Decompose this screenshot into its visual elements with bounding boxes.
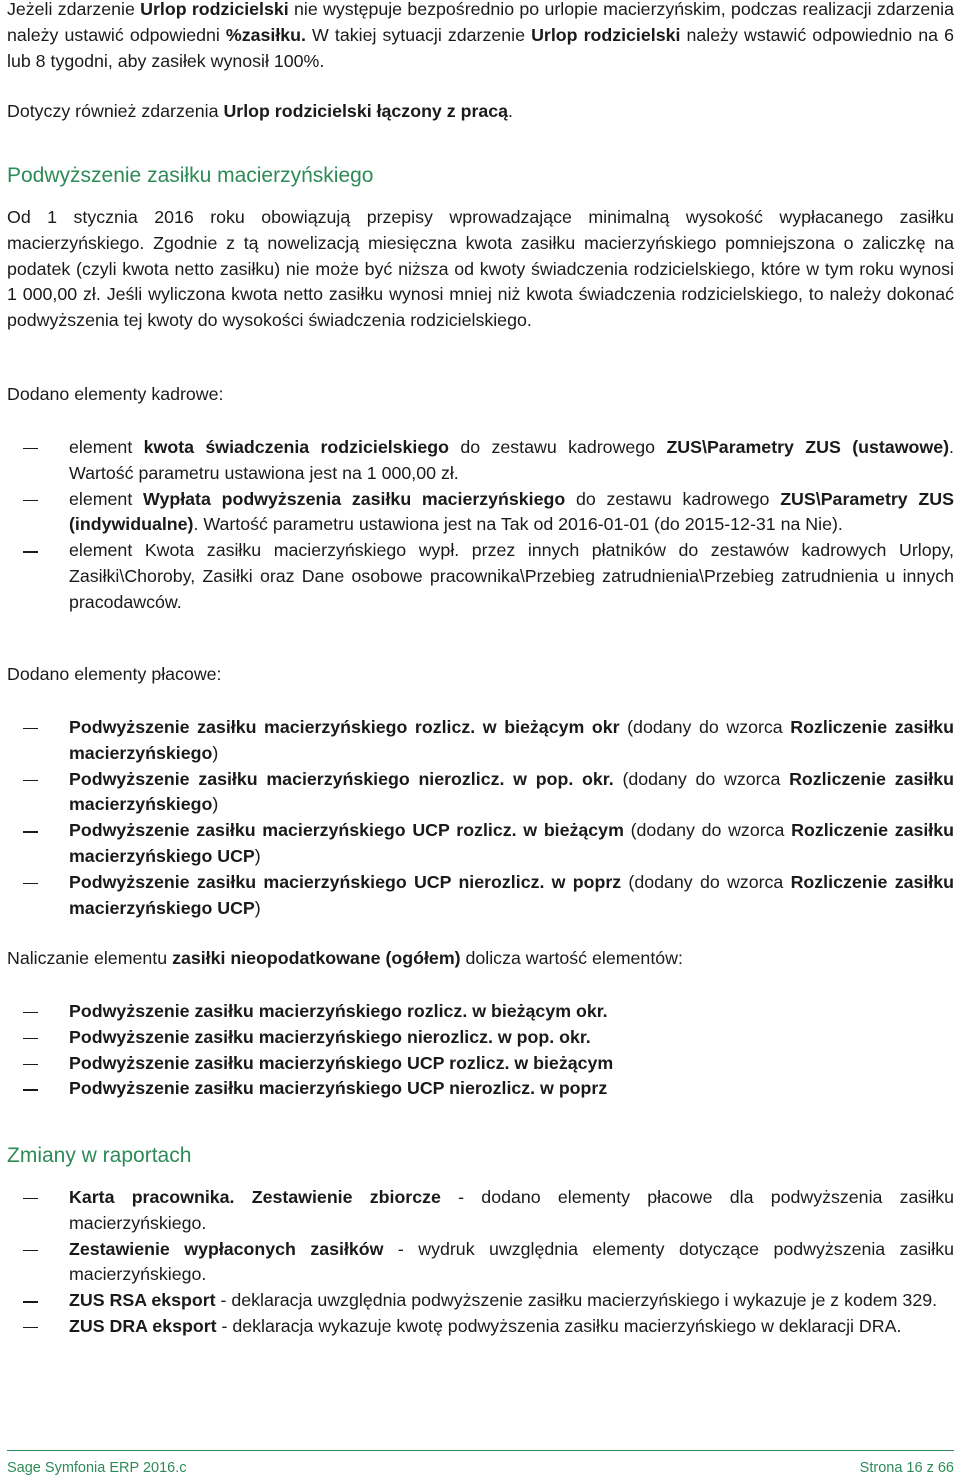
list-item	[7, 1025, 954, 1051]
bold-text: ZUS RSA eksport	[69, 1290, 216, 1311]
kadrowe-label: Dodano elementy kadrowe:	[7, 384, 224, 404]
section-heading-zmiany-w-raportach: Zmiany w raportach	[7, 1144, 192, 1167]
list-item	[7, 1288, 954, 1314]
section-heading-podwyzszenie: Podwyższenie zasiłku macierzyńskiego	[7, 164, 374, 187]
list-item	[7, 487, 954, 539]
list-item	[7, 818, 954, 870]
text-run: )	[254, 845, 261, 866]
list-item	[7, 715, 954, 767]
list-item	[7, 1237, 954, 1289]
text-run: )	[254, 897, 261, 918]
list-item	[7, 999, 954, 1025]
list-item	[7, 1314, 954, 1340]
bold-text: Podwyższenie zasiłku macierzyńskiego nierozlicz. w pop. okr.	[69, 768, 614, 789]
bold-text: ZUS DRA eksport	[69, 1315, 217, 1336]
placowe-list	[7, 715, 954, 921]
raporty-list	[7, 1185, 954, 1340]
list-item	[7, 1185, 954, 1237]
text-run: - wydruk uwzględnia elementy dotyczące podwyższenia zasiłku macierzyńskiego.	[69, 1238, 954, 1285]
section1-paragraph	[7, 205, 954, 334]
text-run: dolicza wartość elementów:	[460, 948, 683, 968]
bold-text: Rozliczenie zasiłku macierzyńskiego	[69, 717, 955, 763]
text-run: do zestawu kadrowego	[565, 488, 781, 509]
bold-text: Karta pracownika. Zestawienie zbiorcze	[69, 1187, 441, 1207]
text-run: W takiej sytuacji zdarzenie	[305, 24, 532, 45]
text-run: do zestawu kadrowego	[448, 437, 667, 457]
text-run: .	[508, 101, 513, 121]
bold-text: Podwyższenie zasiłku macierzyńskiego UCP rozlicz. w bieżącym	[69, 820, 624, 841]
bold-text: Podwyższenie zasiłku macierzyńskiego rozlicz. w bieżącym okr	[69, 717, 620, 737]
text-run: - dodano elementy płacowe dla podwyższenia zasiłku macierzyńskiego.	[69, 1187, 954, 1233]
list-item	[7, 767, 954, 819]
text-run: Dotyczy również zdarzenia	[7, 101, 224, 121]
bold-text: zasiłki nieopodatkowane (ogółem)	[172, 948, 461, 968]
bold-text: Rozliczenie zasiłku macierzyńskiego	[69, 768, 954, 815]
bold-text: %zasiłku.	[225, 24, 306, 45]
footer-page-number: Strona 16 z 66	[859, 1460, 954, 1476]
bold-text: Rozliczenie zasiłku macierzyńskiego UCP	[69, 871, 954, 918]
text-run: (dodany do wzorca	[621, 871, 791, 892]
text-run: Naliczanie elementu	[7, 948, 173, 968]
bold-text: Podwyższenie zasiłku macierzyńskiego UCP nierozlicz. w poprz	[69, 871, 622, 892]
bold-text: ZUS\Parametry ZUS (indywidualne)	[69, 488, 954, 535]
intro-paragraph-1	[7, 0, 954, 74]
text-run: . Wartość parametru ustawiona jest na 1 000,00 zł.	[69, 437, 954, 483]
kadrowe-list	[7, 435, 954, 616]
text-run: )	[212, 794, 219, 815]
bold-text: Podwyższenie zasiłku macierzyńskiego nierozlicz. w pop. okr.	[69, 1026, 591, 1047]
text-run: - deklaracja wykazuje kwotę podwyższenia zasiłku macierzyńskiego w deklaracji DRA.	[216, 1315, 902, 1336]
naliczanie-label	[7, 946, 954, 972]
bold-text: Urlop rodzicielski łączony z pracą	[223, 101, 509, 121]
naliczanie-list	[7, 999, 954, 1102]
bold-text: Podwyższenie zasiłku macierzyńskiego rozlicz. w bieżącym okr.	[69, 1001, 608, 1021]
page-footer	[7, 1450, 954, 1478]
text-run: element	[69, 488, 143, 509]
list-item	[7, 1076, 954, 1102]
bold-text: ZUS\Parametry ZUS (ustawowe)	[666, 437, 950, 457]
list-item	[7, 1051, 954, 1077]
text-run: Od 1 stycznia 2016 roku obowiązują przepisy wprowadzające minimalną wysokość wypłacanego zasiłku macierzyńskiego. Zgodnie z tą nowelizacją miesięczna kwota zasiłku macierzyńskiego pomniejszona o zaliczkę na podatek (czyli kwota netto zasiłku) nie może być niższa od kwoty świadczenia rodzicielskiego, które w tym roku wynosi 1 000,00 zł. Jeśli wyliczona kwota netto zasiłku wynosi mniej niż kwota świadczenia rodzicielskiego, to należy dokonać podwyższenia tej kwoty do wysokości świadczenia rodzicielskiego.	[7, 207, 954, 331]
text-run: - deklaracja uwzględnia podwyższenie zasiłku macierzyńskiego i wykazuje je z kodem 329.	[215, 1290, 938, 1311]
text-run: . Wartość parametru ustawiona jest na Tak od 2016-01-01 (do 2015-12-31 na Nie).	[193, 514, 843, 535]
intro-paragraph-2	[7, 99, 954, 125]
bold-text: Podwyższenie zasiłku macierzyńskiego UCP rozlicz. w bieżącym	[69, 1052, 614, 1073]
list-item	[7, 870, 954, 922]
text-run: )	[212, 742, 219, 763]
bold-text: Urlop rodzicielski	[140, 0, 289, 19]
text-run: element Kwota zasiłku macierzyńskiego wypł. przez innych płatników do zestawów kadrowych Urlopy, Zasiłki\Choroby, Zasiłki oraz Dane osobowe pracownika\Przebieg zatrudnienia\Przebieg zatrudnienia u innych pracodawców.	[69, 540, 954, 612]
bold-text: Wypłata podwyższenia zasiłku macierzyńskiego	[143, 488, 566, 509]
bold-text: kwota świadczenia rodzicielskiego	[143, 437, 449, 457]
text-run: (dodany do wzorca	[619, 717, 791, 737]
text-run: element	[69, 437, 144, 457]
bold-text: Rozliczenie zasiłku macierzyńskiego UCP	[69, 820, 954, 866]
bold-text: Zestawienie wypłaconych zasiłków	[69, 1238, 384, 1259]
text-run: Jeżeli zdarzenie	[7, 0, 141, 19]
bold-text: Urlop rodzicielski	[531, 24, 681, 45]
list-item	[7, 435, 954, 487]
text-run: nie występuje bezpośrednio po urlopie macierzyńskim, podczas realizacji zdarzenia należy ustawić odpowiedni	[7, 0, 954, 45]
footer-product-name: Sage Symfonia ERP 2016.c	[7, 1460, 187, 1476]
text-run: należy wstawić odpowiednio na 6 lub 8 tygodni, aby zasiłek wynosił 100%.	[7, 24, 954, 71]
placowe-label: Dodano elementy płacowe:	[7, 664, 222, 684]
bold-text: Podwyższenie zasiłku macierzyńskiego UCP nierozlicz. w poprz	[69, 1078, 608, 1099]
text-run: (dodany do wzorca	[623, 820, 792, 841]
list-item	[7, 538, 954, 615]
text-run: (dodany do wzorca	[613, 768, 790, 789]
